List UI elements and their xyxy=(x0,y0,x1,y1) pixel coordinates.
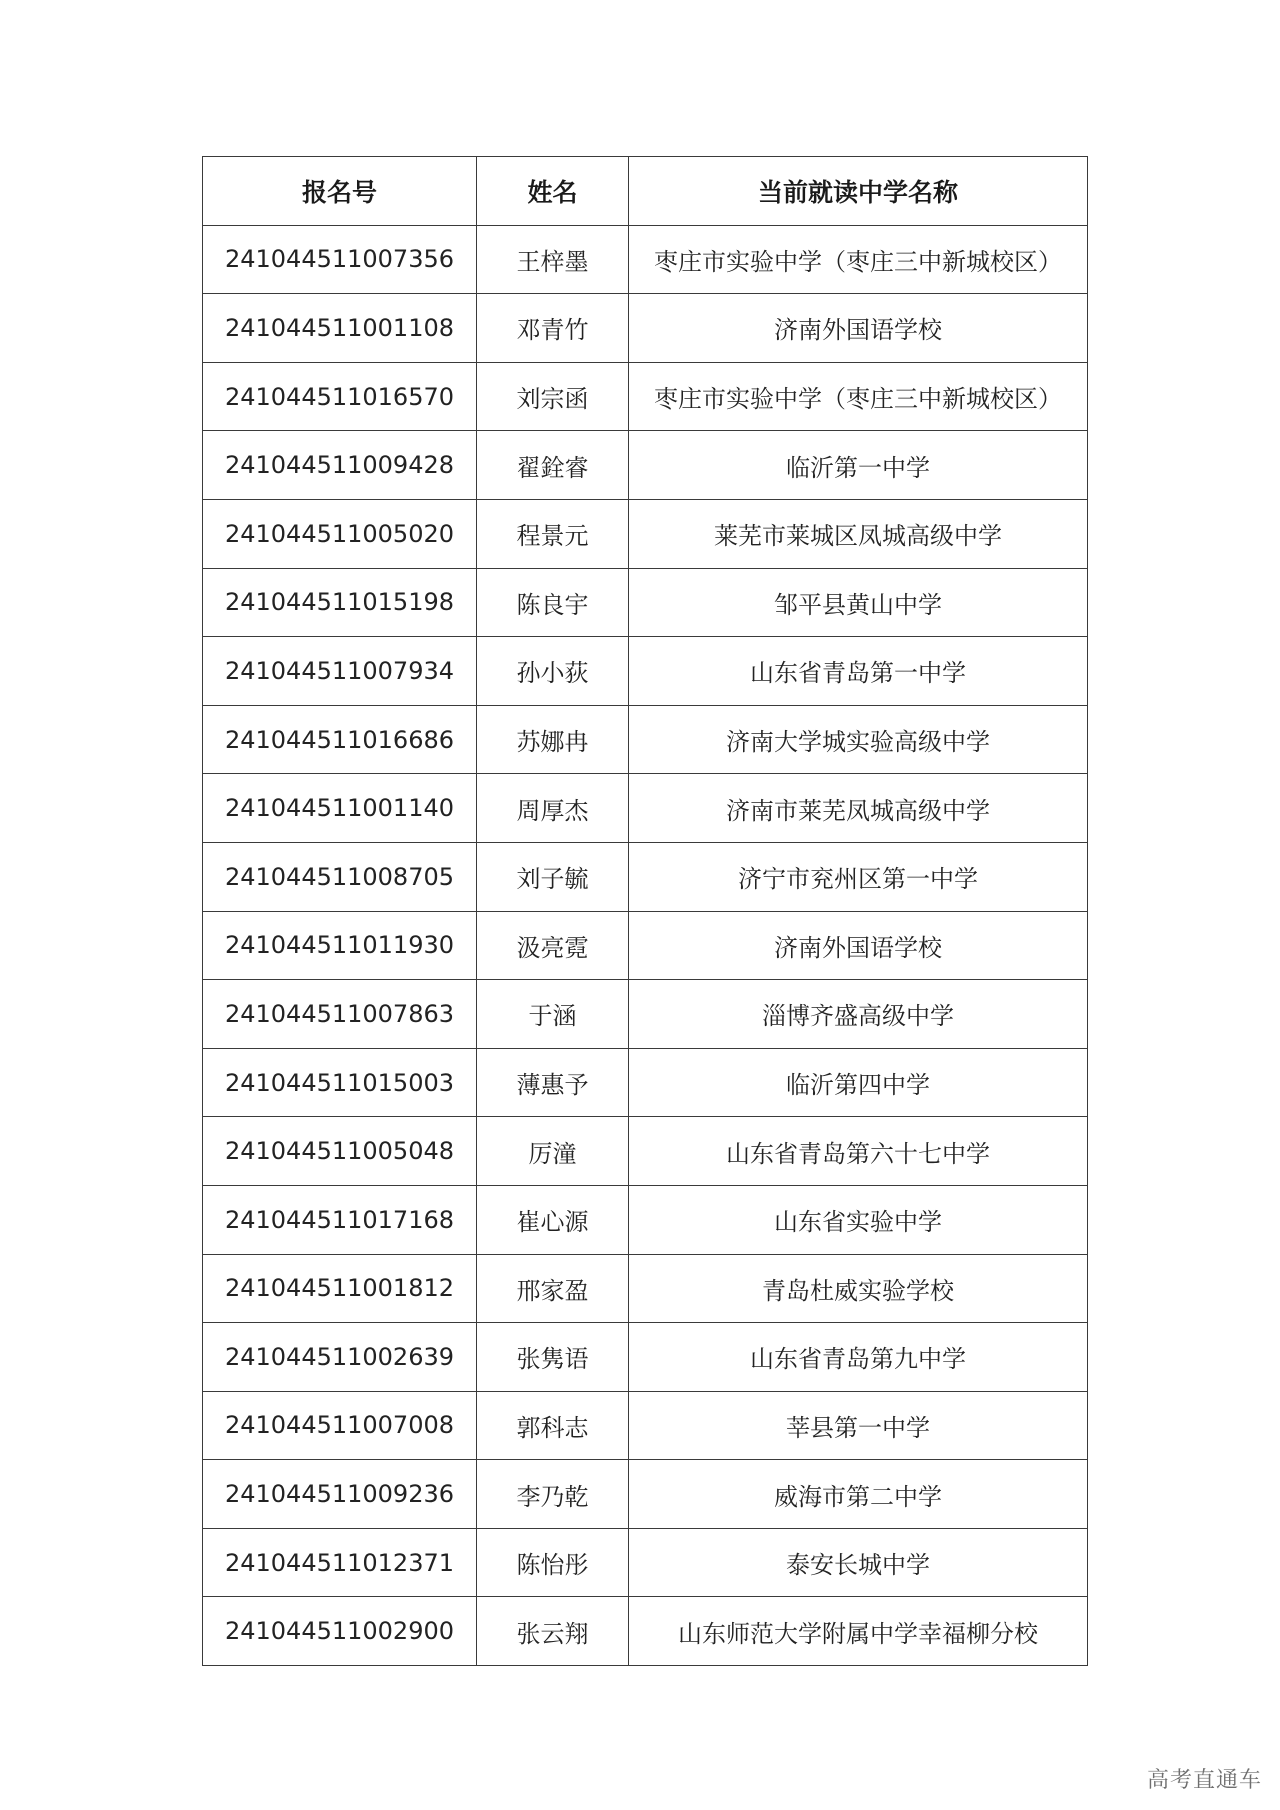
school-name-cell: 济南市莱芜凤城高级中学 xyxy=(629,774,1088,843)
table-row xyxy=(203,705,1088,774)
school-name-cell: 威海市第二中学 xyxy=(629,1460,1088,1529)
school-name-cell: 淄博齐盛高级中学 xyxy=(629,980,1088,1049)
student-name-cell: 翟銓睿 xyxy=(477,431,629,500)
table-row xyxy=(203,568,1088,637)
registration-number-cell: 241044511001812 xyxy=(203,1254,477,1323)
student-name-cell: 于涵 xyxy=(477,980,629,1049)
registration-number-cell: 241044511009236 xyxy=(203,1460,477,1529)
student-name-cell: 王梓墨 xyxy=(477,225,629,294)
school-name-cell: 山东省青岛第九中学 xyxy=(629,1323,1088,1392)
school-name-cell: 临沂第一中学 xyxy=(629,431,1088,500)
table-row xyxy=(203,294,1088,363)
table-row xyxy=(203,225,1088,294)
registration-number-cell: 241044511009428 xyxy=(203,431,477,500)
table-row xyxy=(203,980,1088,1049)
table-row xyxy=(203,1048,1088,1117)
table-header-row xyxy=(203,157,1088,226)
registration-number-cell: 241044511001140 xyxy=(203,774,477,843)
table-row xyxy=(203,499,1088,568)
student-name-cell: 厉潼 xyxy=(477,1117,629,1186)
student-name-cell: 邓青竹 xyxy=(477,294,629,363)
school-name-cell: 泰安长城中学 xyxy=(629,1528,1088,1597)
registration-number-cell: 241044511007356 xyxy=(203,225,477,294)
registration-number-cell: 241044511011930 xyxy=(203,911,477,980)
school-name-cell: 山东省实验中学 xyxy=(629,1185,1088,1254)
table-row xyxy=(203,637,1088,706)
table-row xyxy=(203,1185,1088,1254)
table-row xyxy=(203,1597,1088,1666)
student-name-cell: 苏娜冉 xyxy=(477,705,629,774)
school-name-cell: 山东省青岛第一中学 xyxy=(629,637,1088,706)
registration-number-cell: 241044511017168 xyxy=(203,1185,477,1254)
header-registration-number: 报名号 xyxy=(203,157,477,226)
school-name-cell: 济南外国语学校 xyxy=(629,911,1088,980)
student-name-cell: 陈良宇 xyxy=(477,568,629,637)
registration-number-cell: 241044511002900 xyxy=(203,1597,477,1666)
registration-number-cell: 241044511015198 xyxy=(203,568,477,637)
school-name-cell: 青岛杜威实验学校 xyxy=(629,1254,1088,1323)
student-name-cell: 孙小荻 xyxy=(477,637,629,706)
table-row xyxy=(203,842,1088,911)
student-name-cell: 汲亮霓 xyxy=(477,911,629,980)
header-school-name: 当前就读中学名称 xyxy=(629,157,1088,226)
school-name-cell: 济宁市兖州区第一中学 xyxy=(629,842,1088,911)
watermark-text: 高考直通车 xyxy=(1146,1768,1262,1793)
table-row xyxy=(203,774,1088,843)
student-name-cell: 程景元 xyxy=(477,499,629,568)
table-row xyxy=(203,1391,1088,1460)
table-row xyxy=(203,911,1088,980)
registration-number-cell: 241044511002639 xyxy=(203,1323,477,1392)
school-name-cell: 邹平县黄山中学 xyxy=(629,568,1088,637)
registration-number-cell: 241044511005020 xyxy=(203,499,477,568)
table-row xyxy=(203,362,1088,431)
student-name-cell: 李乃乾 xyxy=(477,1460,629,1529)
registration-number-cell: 241044511005048 xyxy=(203,1117,477,1186)
school-name-cell: 莱芜市莱城区凤城高级中学 xyxy=(629,499,1088,568)
student-name-cell: 周厚杰 xyxy=(477,774,629,843)
registration-number-cell: 241044511016570 xyxy=(203,362,477,431)
student-name-cell: 刘宗函 xyxy=(477,362,629,431)
school-name-cell: 莘县第一中学 xyxy=(629,1391,1088,1460)
table-row xyxy=(203,1528,1088,1597)
table-row xyxy=(203,1323,1088,1392)
student-name-cell: 张隽语 xyxy=(477,1323,629,1392)
table-row xyxy=(203,431,1088,500)
registration-number-cell: 241044511001108 xyxy=(203,294,477,363)
admission-list-table xyxy=(202,156,1088,1666)
table-row xyxy=(203,1254,1088,1323)
registration-number-cell: 241044511012371 xyxy=(203,1528,477,1597)
student-name-cell: 郭科志 xyxy=(477,1391,629,1460)
student-name-cell: 邢家盈 xyxy=(477,1254,629,1323)
registration-number-cell: 241044511007008 xyxy=(203,1391,477,1460)
school-name-cell: 山东师范大学附属中学幸福柳分校 xyxy=(629,1597,1088,1666)
student-name-cell: 刘子毓 xyxy=(477,842,629,911)
student-name-cell: 薄惠予 xyxy=(477,1048,629,1117)
student-name-cell: 张云翔 xyxy=(477,1597,629,1666)
table-row xyxy=(203,1117,1088,1186)
school-name-cell: 枣庄市实验中学（枣庄三中新城校区） xyxy=(629,362,1088,431)
student-name-cell: 陈怡彤 xyxy=(477,1528,629,1597)
registration-number-cell: 241044511008705 xyxy=(203,842,477,911)
school-name-cell: 济南外国语学校 xyxy=(629,294,1088,363)
school-name-cell: 济南大学城实验高级中学 xyxy=(629,705,1088,774)
registration-number-cell: 241044511007863 xyxy=(203,980,477,1049)
school-name-cell: 枣庄市实验中学（枣庄三中新城校区） xyxy=(629,225,1088,294)
school-name-cell: 临沂第四中学 xyxy=(629,1048,1088,1117)
student-name-cell: 崔心源 xyxy=(477,1185,629,1254)
registration-number-cell: 241044511015003 xyxy=(203,1048,477,1117)
header-name: 姓名 xyxy=(477,157,629,226)
registration-number-cell: 241044511016686 xyxy=(203,705,477,774)
school-name-cell: 山东省青岛第六十七中学 xyxy=(629,1117,1088,1186)
registration-number-cell: 241044511007934 xyxy=(203,637,477,706)
table-row xyxy=(203,1460,1088,1529)
